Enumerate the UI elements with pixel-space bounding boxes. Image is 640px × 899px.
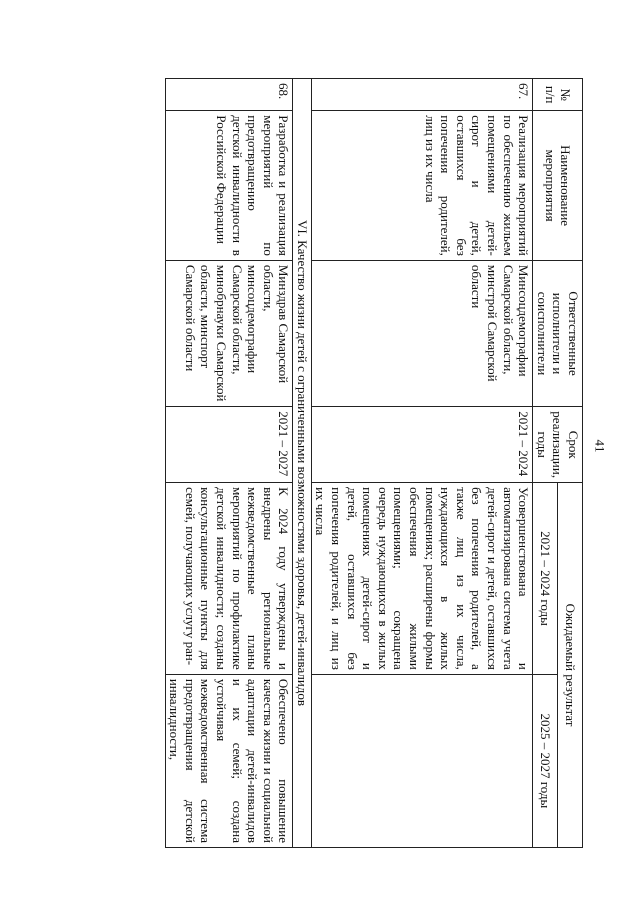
page-number: 41 [592, 439, 608, 453]
header-num: № п/п [533, 79, 583, 111]
row-responsible: Минсоцдемографии Самарской области, минстрой Самарской области [311, 260, 532, 406]
row-result-2025 [311, 674, 532, 847]
table-row [165, 79, 293, 848]
header-term: Срок реализации, годы [533, 407, 583, 483]
row-num: 67. [311, 79, 532, 111]
table-row [311, 79, 532, 848]
header-expected: Ожидаемый результат [558, 483, 583, 848]
header-name: Наименование мероприятия [533, 111, 583, 261]
header-period-2: 2025 – 2027 годы [533, 674, 558, 847]
row-num: 68. [165, 79, 293, 111]
row-term: 2021 – 2027 [165, 407, 293, 483]
section-title: VI. Качество жизни детей с ограниченными возможностями здоровья, детей-инвалидов [293, 79, 312, 848]
row-responsible: Минздрав Самарской области, минсоцдемографии Самарской области, минобрнауки Самарской области, минспорт Самарской области [165, 260, 293, 406]
row-result-2025: Обеспечено повышение качества жизни и социальной адаптации детей-инвалидов и их семей; создана устойчивая межведомственная система предотвращения детской инвалидности, [165, 674, 293, 847]
row-term: 2021 – 2024 [311, 407, 532, 483]
section-row [293, 79, 312, 848]
row-result-2021: К 2024 году утверждены и внедрены региональные межведомственные планы мероприятий по профилактике детской инвалидности; созданы консультационные пункты для семей, получающих услугу ран- [165, 483, 293, 675]
header-period-1: 2021 – 2024 годы [533, 483, 558, 675]
row-name: Реализация мероприятий по обеспечению жильем помещениями детей-сирот и детей, оставшихся без попечения родителей, лиц из их числа [311, 111, 532, 261]
header-responsible: Ответственные исполнители и соисполнители [533, 260, 583, 406]
row-result-2021: Усовершенствована и автоматизирована система учета детей-сирот и детей, оставшихся без попечения родителей, а также лиц из их числа, нуждающихся в жилых помещениях; расширены формы обеспечения жилыми помещениями; сокращена очередь нуждающихся в жилых помещениях детей-сирот и детей, оставшихся без попечения родителей, и лиц из их числа [311, 483, 532, 675]
row-name: Разработка и реализация мероприятий по предотвращению детской инвалидности в Российской Федерации [165, 111, 293, 261]
measures-table [165, 78, 583, 848]
